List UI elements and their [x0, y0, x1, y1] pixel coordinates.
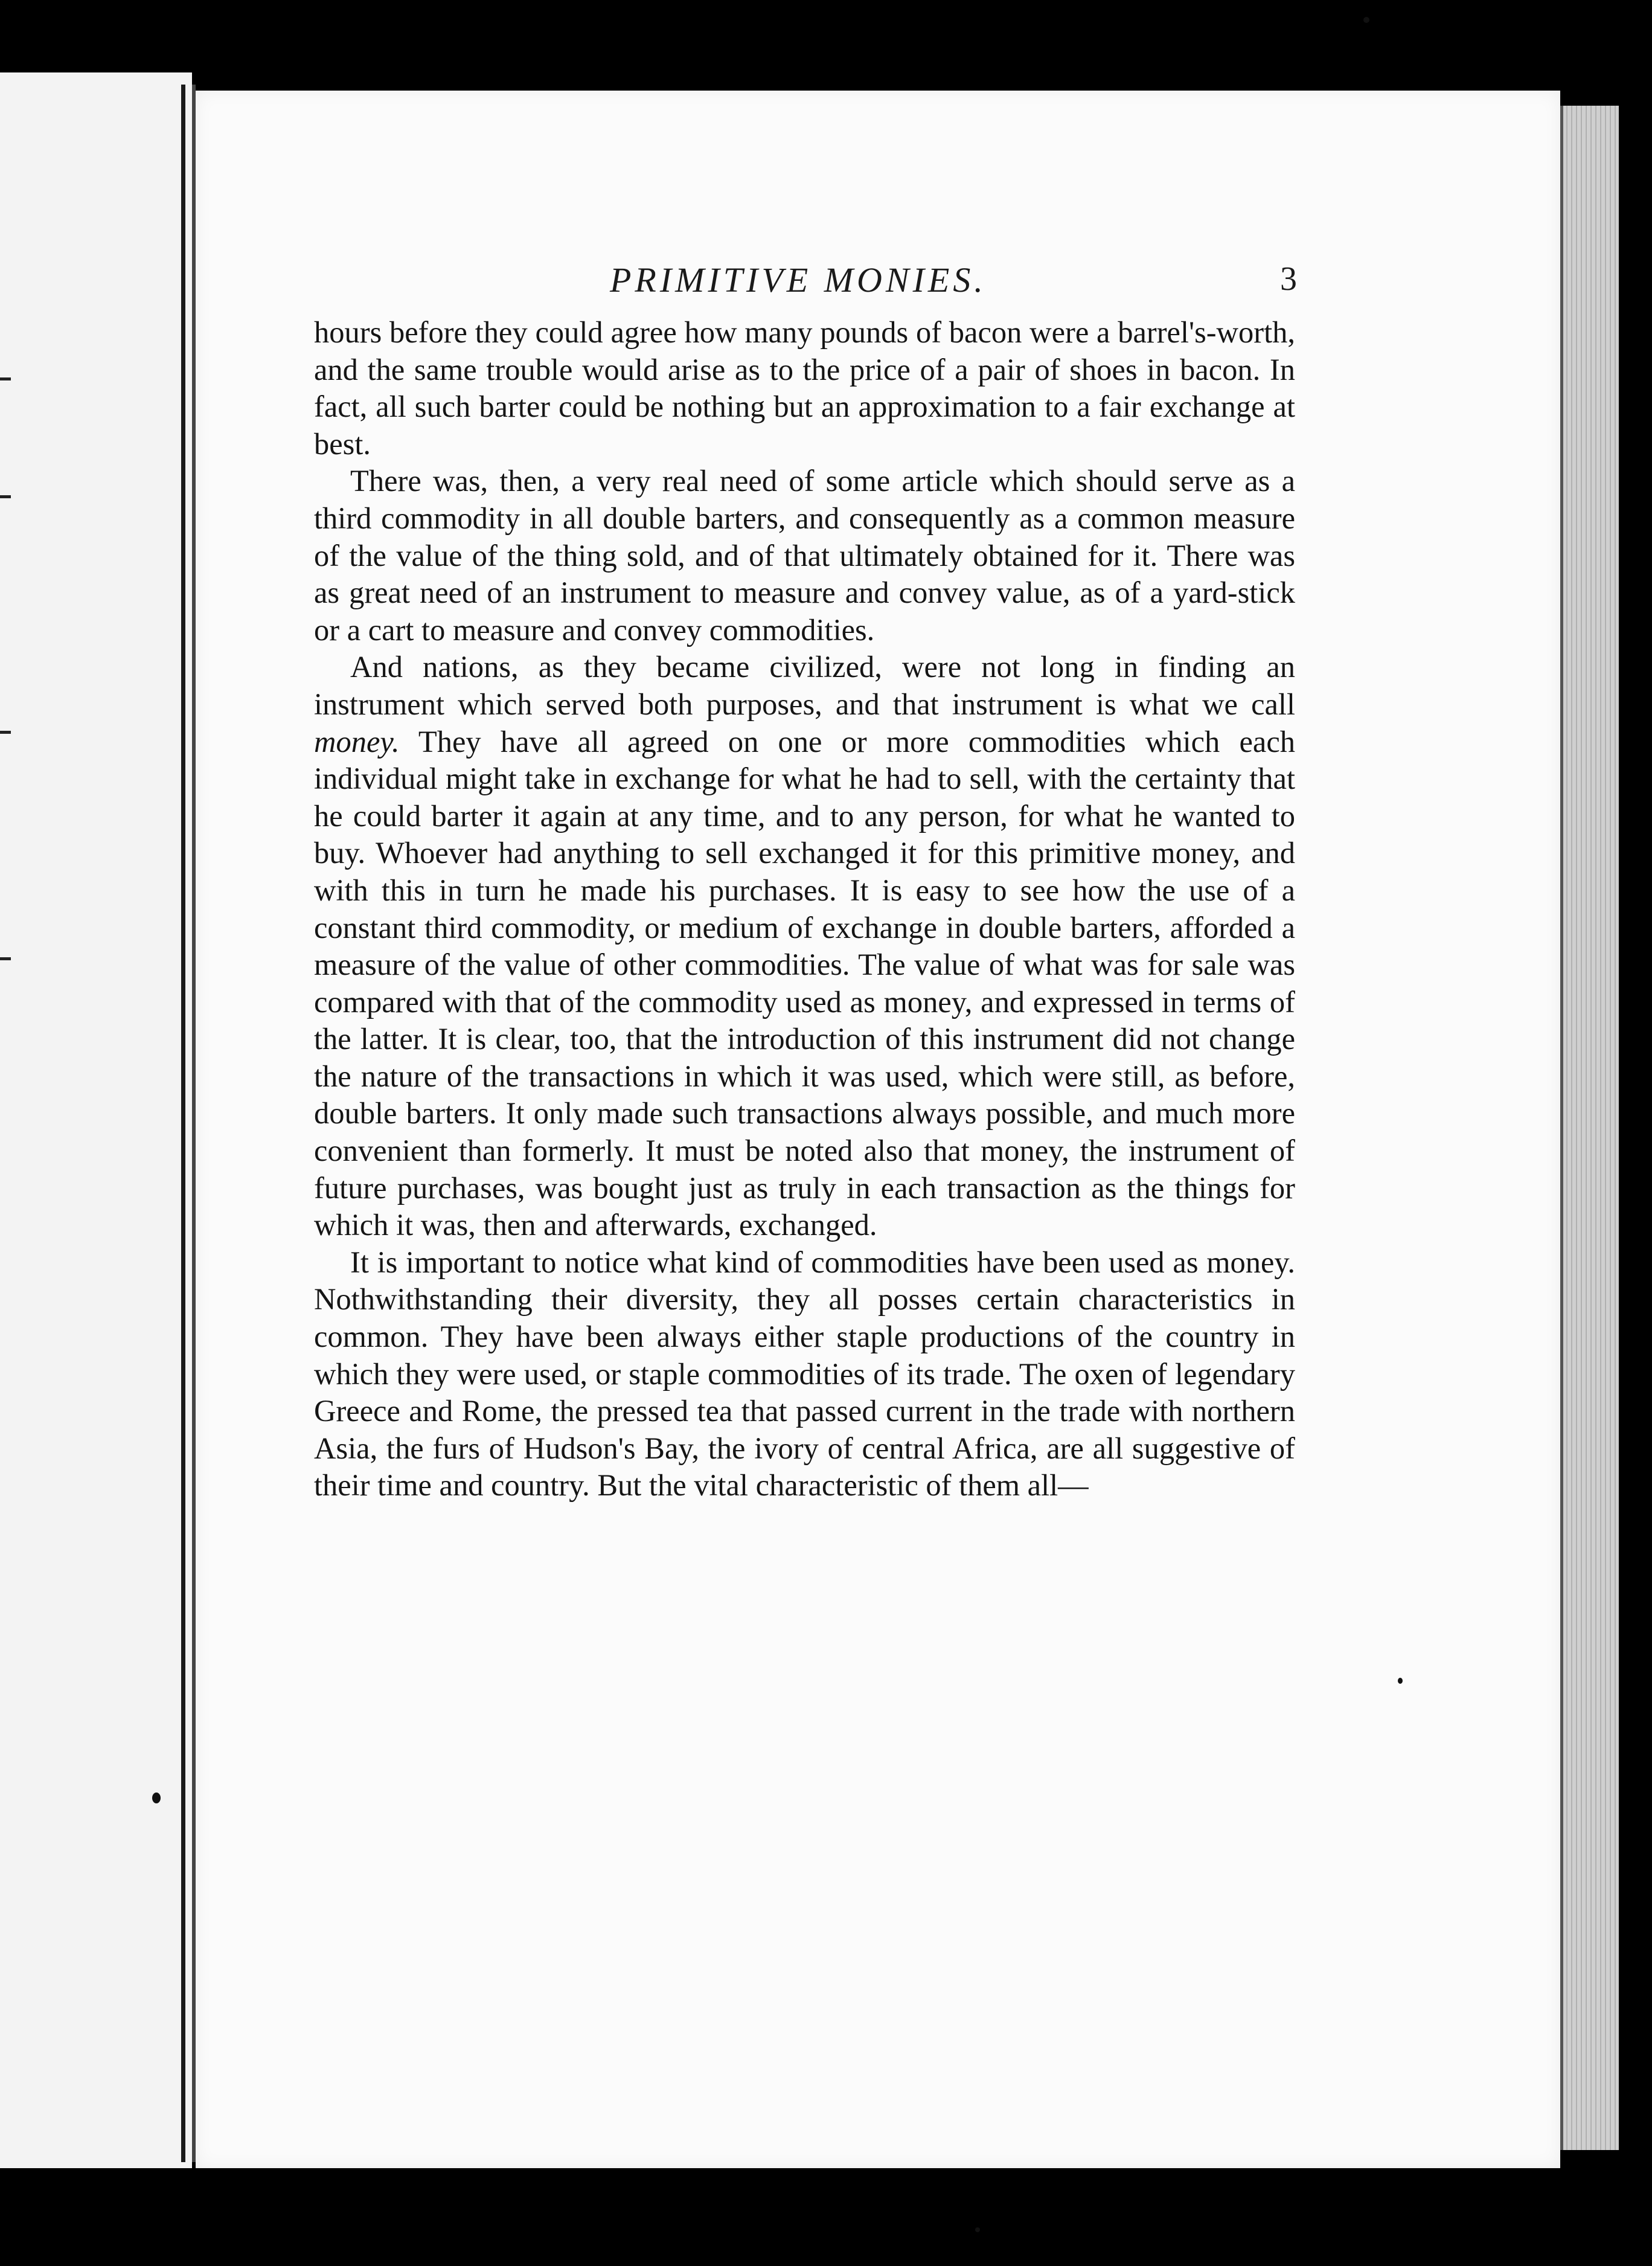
- running-title: PRIMITIVE MONIES.: [610, 260, 987, 300]
- scan-speck: [1363, 17, 1369, 23]
- emphasized-word: money.: [314, 724, 400, 759]
- paragraph-3: And nations, as they became civilized, were not long in finding an instrument which served both purposes, and that instrument is what we call money. They have all agreed on one or more commodities which each individual might take in exchange for what he had to sell, with the certainty that he could barter it again at any time, and to any person, for what he wanted to buy. Whoever had anything to sell exchanged it for this primitive money, and with this in turn he made his purchases. It is easy to see how the use of a constant third commodity, or medium of exchange in double barters, afforded a measure of the value of other commodities. The value of what was for sale was compared with that of the commodity used as money, and expressed in terms of the latter. It is clear, too, that the introduction of this instrument did not change the nature of the transactions in which it was used, which were still, as before, double barters. It only made such transactions always possible, and much more convenient than formerly. It must be noted also that money, the instrument of future purchases, was bought just as truly in each transaction as the things for which it was, then and afterwards, exchanged.: [314, 650, 1295, 1242]
- paragraph-2: There was, then, a very real need of some article which should serve as a third commodity in all double barters, and consequently as a common measure of the value of the thing sold, and of that ultimately obtained for it. There was as great need of an instrument to measure and convey value, as of a yard-stick or a cart to measure and convey commodities.: [314, 464, 1295, 647]
- scan-speck: [975, 2227, 980, 2232]
- paragraph-1: hours before they could agree how many pounds of bacon were a barrel's-worth, and the same trouble would arise as to the price of a pair of shoes in bacon. In fact, all such barter could be nothing but an approximation to a fair exchange at best.: [314, 315, 1295, 461]
- page-number: 3: [1280, 260, 1297, 298]
- scan-speck: [152, 1793, 161, 1803]
- margin-mark: [0, 495, 11, 498]
- body-text: [314, 314, 1295, 1504]
- page-border-line: [181, 85, 185, 2162]
- margin-mark: [0, 957, 11, 960]
- scan-speck: [1398, 1678, 1403, 1684]
- page-stack-edges: [1560, 106, 1619, 2150]
- margin-mark: [0, 731, 11, 734]
- facing-page-edge: [0, 72, 192, 2168]
- margin-mark: [0, 377, 11, 380]
- paragraph-4: It is important to notice what kind of commodities have been used as money. Nothwithstanding their diversity, they all posses certain characteristics in common. They have been always either staple productions of the country in which they were used, or staple commodities of its trade. The oxen of legendary Greece and Rome, the pressed tea that passed current in the trade with northern Asia, the furs of Hudson's Bay, the ivory of central Africa, are all suggestive of their time and country. But the vital characteristic of them all—: [314, 1245, 1295, 1503]
